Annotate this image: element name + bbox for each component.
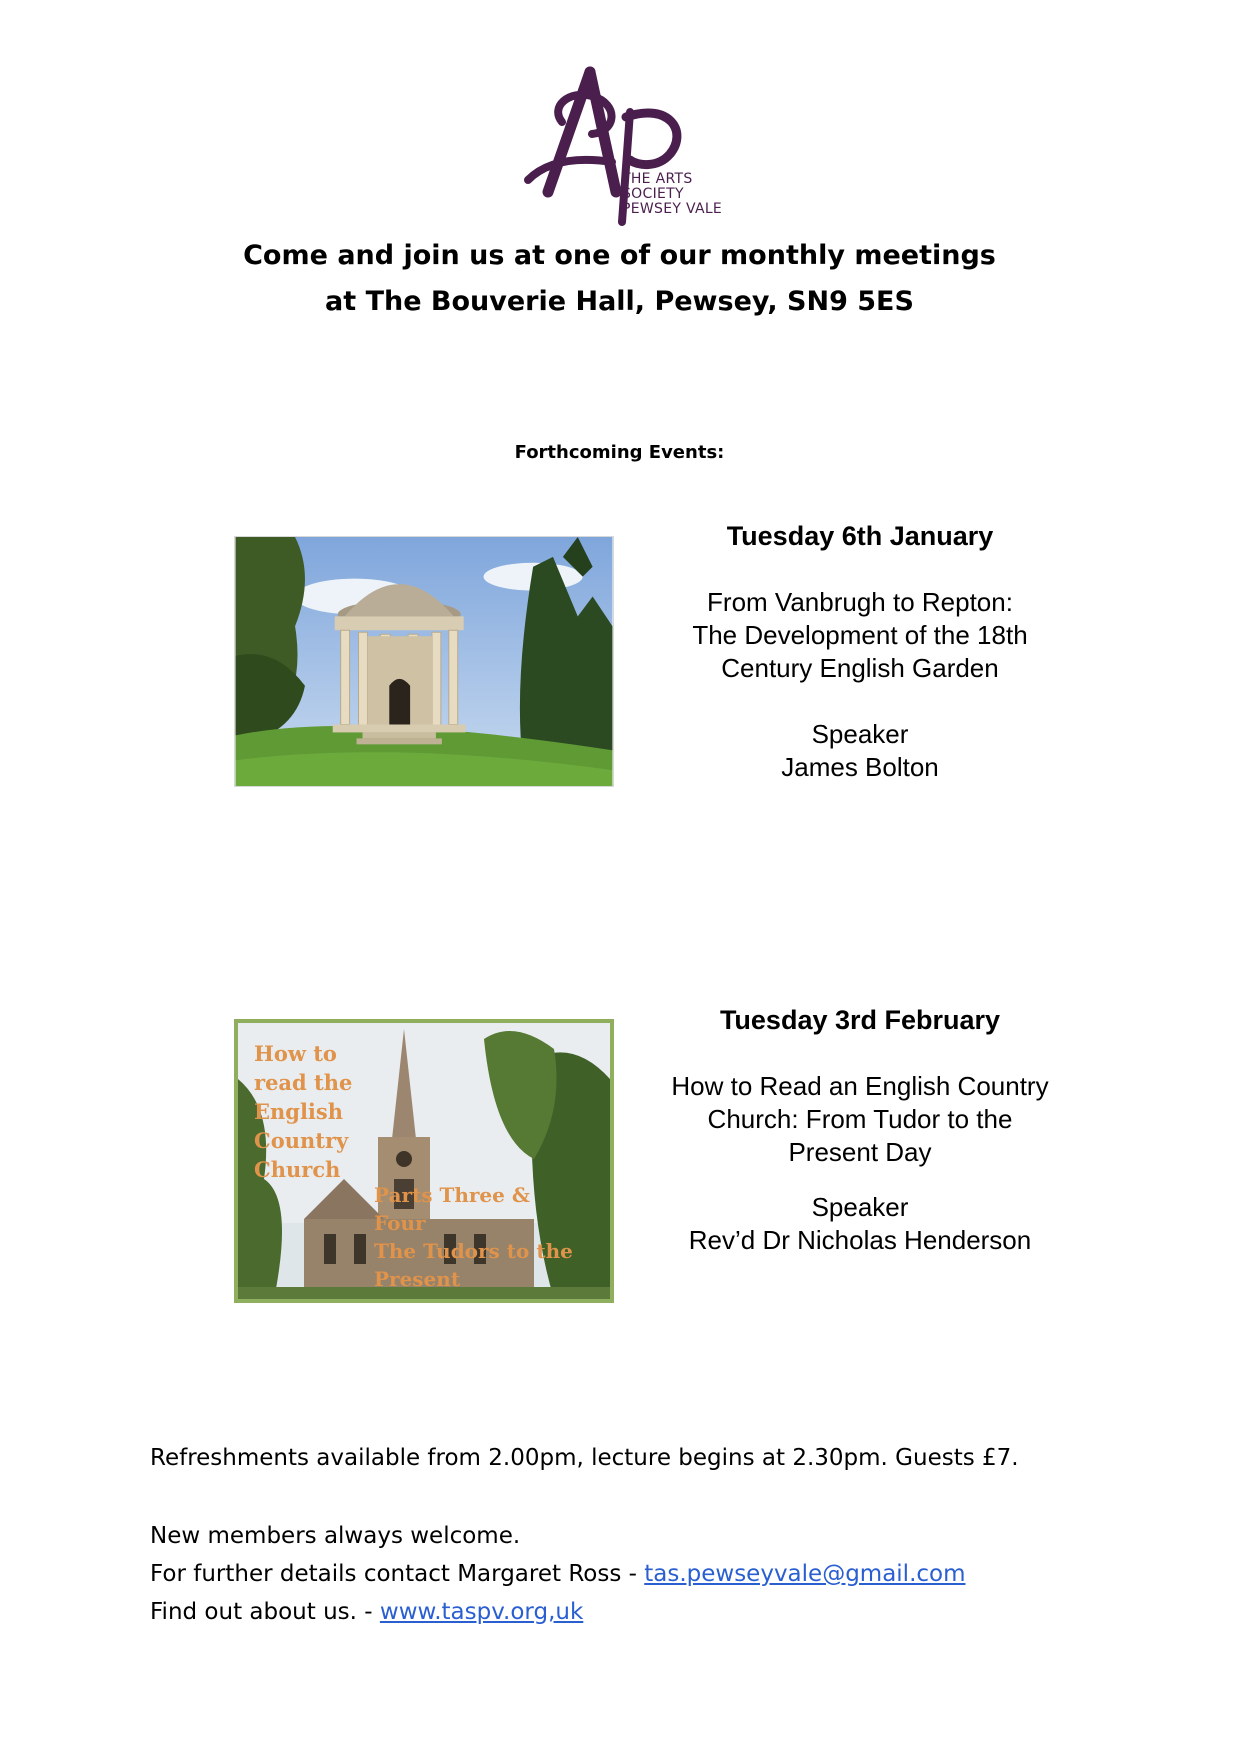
event-2-image-title-line-5: Church (254, 1157, 341, 1182)
event-2-image-parts-line-2: Four (374, 1211, 426, 1235)
event-1-title-line-1: From Vanbrugh to Repton: (707, 587, 1013, 617)
event-2-image-parts-line-1: Parts Three & (374, 1183, 530, 1207)
headline-line-2: at The Bouverie Hall, Pewsey, SN9 5ES (325, 286, 914, 317)
event-1-image-temple (234, 536, 614, 787)
about-line (150, 1592, 583, 1632)
event-2-image-title-line-1: How to (254, 1041, 337, 1066)
event-2-speaker-label: Speaker (811, 1192, 909, 1222)
website-link[interactable]: www.taspv.org,uk (379, 1599, 584, 1625)
event-2-title-line-1: How to Read an English Country (671, 1071, 1049, 1101)
about-prefix: Find out about us. - (150, 1599, 380, 1625)
event-2-image-title-line-2: read the (254, 1070, 353, 1095)
logo-text-line-2: SOCIETY (622, 186, 684, 202)
event-2-details (620, 1004, 1100, 1257)
event-1-title-line-3: Century English Garden (721, 653, 999, 683)
logo-text-line-3: PEWSEY VALE (622, 201, 723, 217)
event-1-date: Tuesday 6th January (726, 521, 994, 551)
headline-line-1: Come and join us at one of our monthly meetings (243, 240, 996, 271)
event-2-title-line-3: Present Day (788, 1137, 932, 1167)
logo-text-line-1: THE ARTS (622, 171, 693, 187)
event-2-image-parts-line-3: The Tudors to the (374, 1239, 573, 1263)
new-members-welcome: New members always welcome. (150, 1523, 521, 1549)
refreshments-info: Refreshments available from 2.00pm, lecture begins at 2.30pm. Guests £7. (150, 1445, 1019, 1471)
event-2-title-line-2: Church: From Tudor to the (707, 1104, 1013, 1134)
event-2-speaker-name: Rev’d Dr Nicholas Henderson (688, 1225, 1032, 1255)
event-1-title-line-2: The Development of the 18th (692, 620, 1028, 650)
event-1-speaker-label: Speaker (811, 719, 909, 749)
event-2-image-title-line-4: Country (254, 1128, 349, 1153)
contact-line (150, 1554, 966, 1594)
contact-email-link[interactable]: tas.pewseyvale@gmail.com (644, 1561, 966, 1587)
forthcoming-events-heading: Forthcoming Events: (514, 442, 725, 463)
event-1-speaker-name: James Bolton (781, 752, 939, 782)
event-2-date: Tuesday 3rd February (719, 1005, 1001, 1035)
event-1-details (620, 520, 1100, 784)
contact-prefix: For further details contact Margaret Ross - (150, 1561, 645, 1587)
event-2-image-title-line-3: English (254, 1099, 344, 1124)
event-2-image-church (234, 1019, 614, 1303)
event-2-image-parts-line-4: Present (374, 1267, 461, 1291)
